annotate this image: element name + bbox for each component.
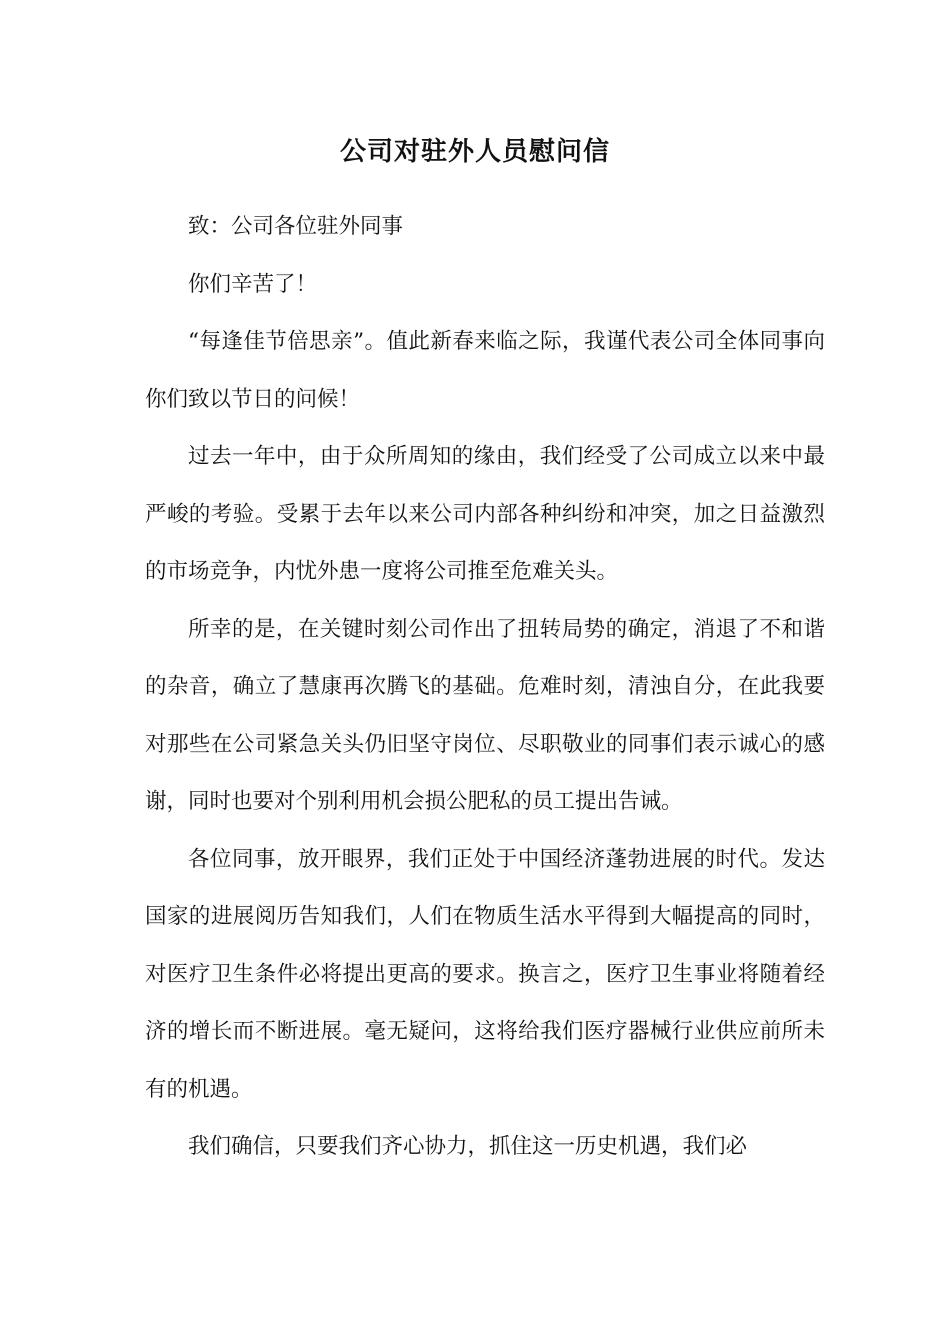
- paragraph-turnaround: 所幸的是，在关键时刻公司作出了扭转局势的确定，消退了不和谐的杂音，确立了慧康再次腾飞的基础。危难时刻，清浊自分，在此我要对那些在公司紧急关头仍旧坚守岗位、尽职敬业的同事们表示诚心的感谢，同时也要对个别利用机会损公肥私的员工提出告诫。: [145, 616, 825, 814]
- paragraph-confidence: 我们确信，只要我们齐心协力，抓住这一历史机遇，我们必: [188, 1134, 748, 1159]
- paragraph-past-year: 过去一年中，由于众所周知的缘由，我们经受了公司成立以来中最严峻的考验。受累于去年以来公司内部各种纠纷和冲突，加之日益激烈的市场竞争，内忧外患一度将公司推至危难关头。: [145, 444, 825, 584]
- letter-body: [145, 198, 825, 1176]
- salutation-line: 致：公司各位驻外同事: [188, 214, 404, 239]
- paragraph-holiday-greeting: “每逢佳节倍思亲”。值此新春来临之际，我谨代表公司全体同事向你们致以节日的问候！: [145, 329, 825, 412]
- greeting-line: 你们辛苦了！: [188, 271, 318, 297]
- paragraph-opportunity: 各位同事，放开眼界，我们正处于中国经济蓬勃进展的时代。发达国家的进展阅历告知我们，人们在物质生活水平得到大幅提高的同时，对医疗卫生条件必将提出更高的要求。换言之，医疗卫生事业将随着经济的增长而不断进展。毫无疑问，这将给我们医疗器械行业供应前所未有的机遇。: [145, 846, 825, 1102]
- document-title: 公司对驻外人员慰问信: [339, 137, 610, 167]
